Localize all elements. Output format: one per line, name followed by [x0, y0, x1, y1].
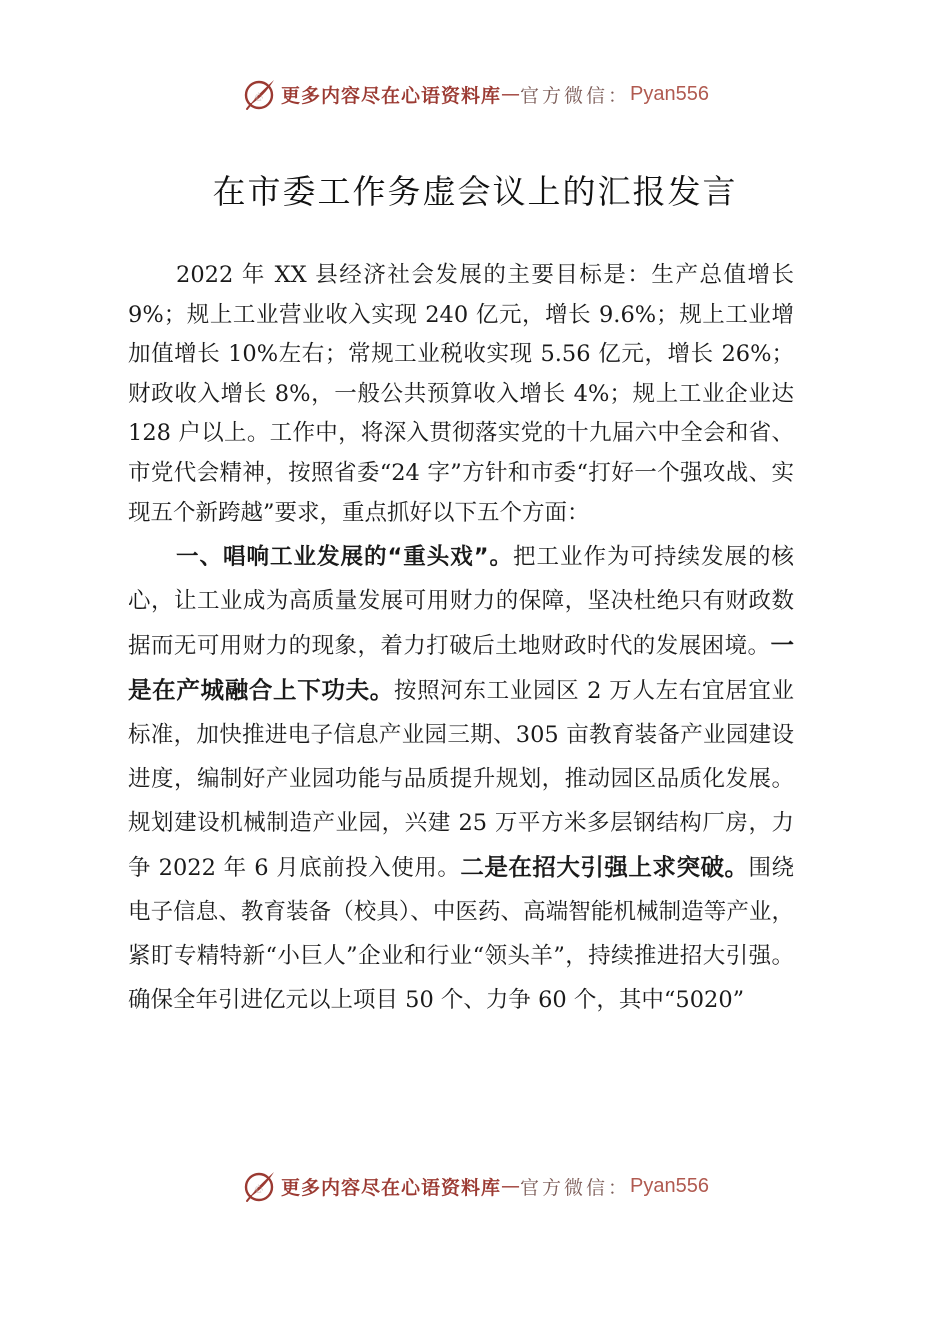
point-2-heading: 二是在招大引强上求突破。	[460, 853, 749, 882]
svg-text:心: 心	[254, 93, 264, 103]
document-body	[128, 256, 794, 1022]
footer-watermark	[0, 1166, 950, 1206]
quill-logo-icon	[241, 76, 277, 112]
watermark-wechat-label: 官方微信：	[520, 84, 631, 107]
header-watermark	[0, 74, 950, 114]
section-1-heading: 一、唱响工业发展的“重头戏”。	[176, 544, 514, 571]
watermark-main-text: 更多内容尽在心语资料库	[281, 84, 502, 107]
point-1-heading: 一是在产城融合上下功夫。	[128, 631, 794, 705]
quill-logo-icon	[241, 1168, 277, 1204]
section-1-text-a: 把工业作为可持续发展的核心，让工业成为高质量发展可用财力的保障，坚决杜绝只有财政数据而无可用财力的现象，着力打破后土地财政时代的发展困境。	[128, 544, 794, 660]
watermark-wechat-label: 官方微信：	[520, 1176, 631, 1199]
watermark-wechat-id: Pyan556	[630, 1174, 709, 1197]
intro-paragraph: 2022 年 XX 县经济社会发展的主要目标是：生产总值增长 9%；规上工业营业收入实现 240 亿元，增长 9.6%；规上工业增加值增长 10%左右；常规工业税收实现 5.56 亿元，增长 26%；财政收入增长 8%，一般公共预算收入增长 4%；规上工业企业达 128 户以上。工作中，将深入贯彻落实党的十九届六中全会和省、市党代会精神，按照省委“24 字”方针和市委“打好一个强攻战、实现五个新跨越”要求，重点抓好以下五个方面：	[128, 262, 794, 526]
watermark-wechat-id: Pyan556	[630, 82, 709, 105]
svg-text:心: 心	[254, 1185, 264, 1195]
watermark-main-text: 更多内容尽在心语资料库	[281, 1176, 502, 1199]
section-1-text-c: 围绕电子信息、教育装备（校具）、中医药、高端智能机械制造等产业，紧盯专精特新“小巨人”企业和行业“领头羊”，持续推进招大引强。确保全年引进亿元以上项目 50 个、力争 60 个，其中“5020”	[128, 855, 794, 1014]
watermark-dash: —	[501, 83, 521, 105]
section-1-text-b: 按照河东工业园区 2 万人左右宜居宜业标准，加快推进电子信息产业园三期、305 亩教育装备产业园建设进度，编制好产业园功能与品质提升规划，推动园区品质化发展。规划建设机械制造产业园，兴建 25 万平方米多层钢结构厂房，力争 2022 年 6 月底前投入使用。	[128, 678, 795, 882]
watermark-dash: —	[501, 1175, 521, 1197]
section-1-paragraph	[128, 535, 794, 1022]
document-title: 在市委工作务虚会议上的汇报发言	[212, 172, 738, 211]
